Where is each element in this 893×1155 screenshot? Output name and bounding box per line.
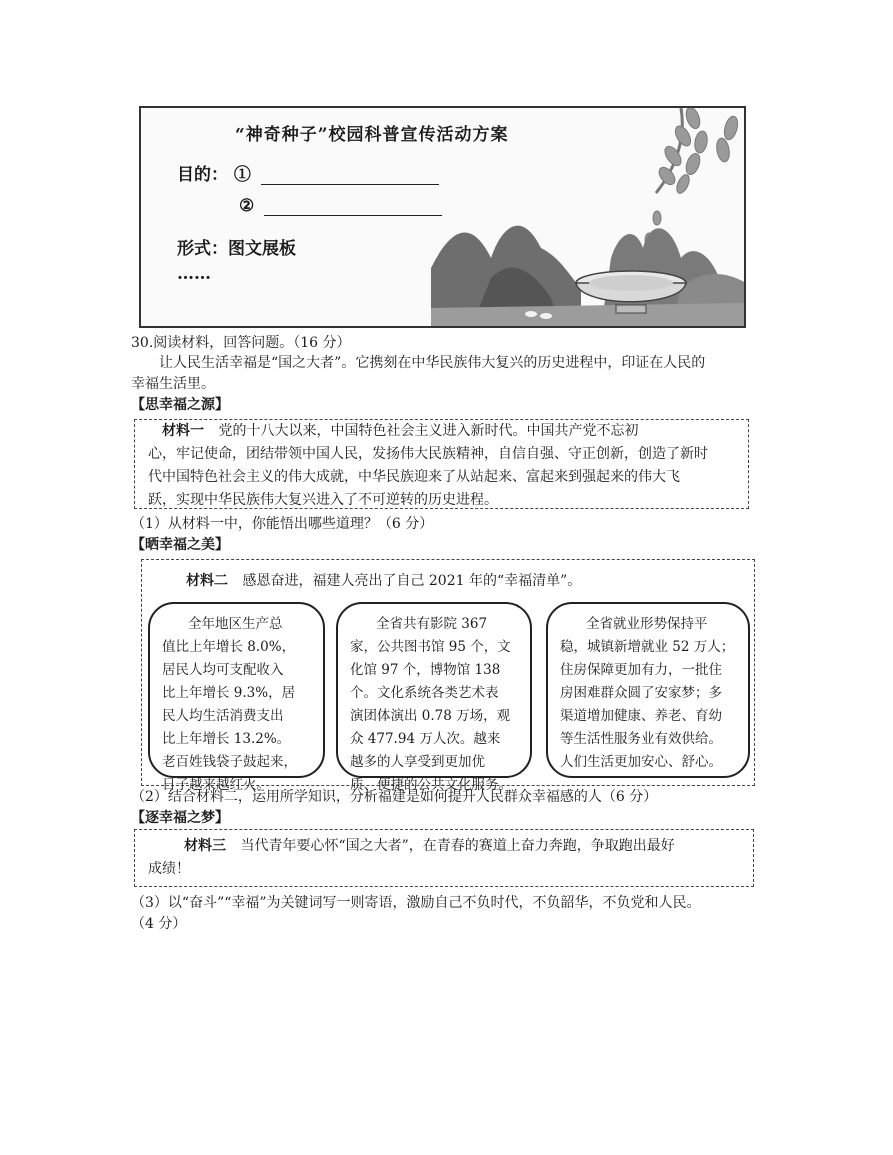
bubble-3-line: 稳，城镇新增就业 52 万人； bbox=[560, 639, 735, 655]
material-1-box bbox=[134, 419, 749, 509]
bubble-3-line: 人们生活更加安心、舒心。 bbox=[560, 754, 722, 770]
q30-intro-line-2: 幸福生活里。 bbox=[131, 376, 215, 392]
bubble-3-line: 住房保障更加有力，一批住 bbox=[560, 662, 722, 678]
activity-plan-banner bbox=[139, 106, 746, 328]
material-1-line-4: 跃，实现中华民族伟大复兴进入了不可逆转的历史进程。 bbox=[148, 492, 498, 508]
happiness-bubble-economy bbox=[148, 602, 325, 793]
question-30-heading: 30.阅读材料，回答问题。（16 分） bbox=[131, 335, 351, 351]
bubble-2-line: 化馆 97 个，博物馆 138 bbox=[350, 662, 501, 678]
material-3-line-2: 成绩！ bbox=[148, 861, 190, 877]
bubble-3-line: 等生活性服务业有效供给。 bbox=[560, 731, 722, 747]
happiness-bubble-culture bbox=[336, 602, 532, 793]
section-1-label: 【思幸福之源】 bbox=[131, 397, 229, 413]
bubble-1-line: 居民人均可支配收入 bbox=[162, 662, 284, 678]
bubble-1-line: 值比上年增长 8.0%， bbox=[162, 639, 296, 655]
bubble-2-line: 质、便捷的公共文化服务。 bbox=[350, 777, 512, 793]
question-2: （2）结合材料二，运用所学知识，分析福建是如何提升人民群众幸福感的人（6 分） bbox=[131, 789, 658, 805]
banner-title: “神奇种子”校园科普宣传活动方案 bbox=[235, 125, 509, 145]
question-3-line-1: （3）以“奋斗”“幸福”为关键词写一则寄语，激励自己不负时代，不负韶华，不负党和人民。 bbox=[131, 895, 701, 911]
bubble-3-line: 渠道增加健康、养老、育幼 bbox=[560, 708, 722, 724]
purpose-blank-1 bbox=[261, 166, 439, 185]
purpose-row-1 bbox=[177, 160, 439, 185]
material-1-line-2: 心，牢记使命，团结带领中国人民，发扬伟大民族精神，自信自强、守正创新，创造了新时 bbox=[148, 446, 708, 462]
happiness-bubble-livelihood bbox=[546, 602, 750, 778]
question-1: （1）从材料一中，你能悟出哪些道理？（6 分） bbox=[131, 516, 434, 532]
bubble-2-line: 演团体演出 0.78 万场，观 bbox=[350, 708, 511, 724]
q30-intro-line-1: 让人民生活幸福是“国之大者”。它携刻在中华民族伟大复兴的历史进程中，印证在人民的 bbox=[159, 355, 706, 371]
purpose-item-1: ① bbox=[233, 165, 251, 185]
bubble-2-line: 越多的人享受到更加优 bbox=[350, 754, 485, 770]
material-1-title: 材料一 bbox=[162, 423, 204, 439]
material-3-box bbox=[134, 829, 754, 887]
material-1-text bbox=[148, 420, 743, 512]
material-3-title: 材料三 bbox=[184, 838, 226, 854]
bubble-3-line: 房困难群众圆了安家梦；多 bbox=[560, 685, 722, 701]
bubble-2-line: 全省共有影院 367 bbox=[376, 616, 488, 632]
purpose-item-2: ② bbox=[239, 196, 255, 216]
bubble-1-line: 比上年增长 13.2%。 bbox=[162, 731, 291, 747]
material-3-text bbox=[148, 835, 675, 881]
bubble-1-line: 全年地区生产总 bbox=[188, 616, 283, 632]
banner-ellipsis: …… bbox=[177, 264, 211, 284]
section-3-label: 【逐幸福之梦】 bbox=[131, 810, 229, 826]
bubble-2-line: 个。文化系统各类艺术表 bbox=[350, 685, 499, 701]
bubble-1-line: 民人均生活消费支出 bbox=[162, 708, 284, 724]
bubble-3-line: 全省就业形势保持平 bbox=[586, 616, 708, 632]
material-2-box bbox=[141, 559, 755, 793]
form-label: 形式：图文展板 bbox=[177, 239, 296, 259]
landscape-bowl-rice-illustration bbox=[431, 108, 746, 328]
section-2-label: 【晒幸福之美】 bbox=[131, 537, 229, 553]
material-2-text: 感恩奋进，福建人亮出了自己 2021 年的“幸福清单”。 bbox=[242, 573, 582, 589]
purpose-blank-2 bbox=[264, 197, 442, 216]
material-2-header bbox=[186, 570, 581, 593]
bubble-1-line: 日子越来越红火。 bbox=[162, 777, 270, 793]
material-2-title: 材料二 bbox=[186, 573, 228, 589]
bubble-2-line: 众 477.94 万人次。越来 bbox=[350, 731, 501, 747]
bubble-2-line: 家，公共图书馆 95 个，文 bbox=[350, 639, 511, 655]
material-1-line-3: 代中国特色社会主义的伟大成就，中华民族迎来了从站起来、富起来到强起来的伟大飞 bbox=[148, 469, 680, 485]
bubble-1-line: 老百姓钱袋子鼓起来， bbox=[162, 754, 297, 770]
material-1-line-1: 党的十八大以来，中国特色社会主义进入新时代。中国共产党不忘初 bbox=[218, 423, 639, 439]
purpose-label: 目的： bbox=[177, 165, 228, 185]
purpose-row-2 bbox=[239, 196, 442, 216]
bubble-1-line: 比上年增长 9.3%，居 bbox=[162, 685, 296, 701]
question-3-line-2: （4 分） bbox=[131, 916, 187, 932]
material-3-line-1: 当代青年要心怀“国之大者”，在青春的赛道上奋力奔跑，争取跑出最好 bbox=[240, 838, 675, 854]
